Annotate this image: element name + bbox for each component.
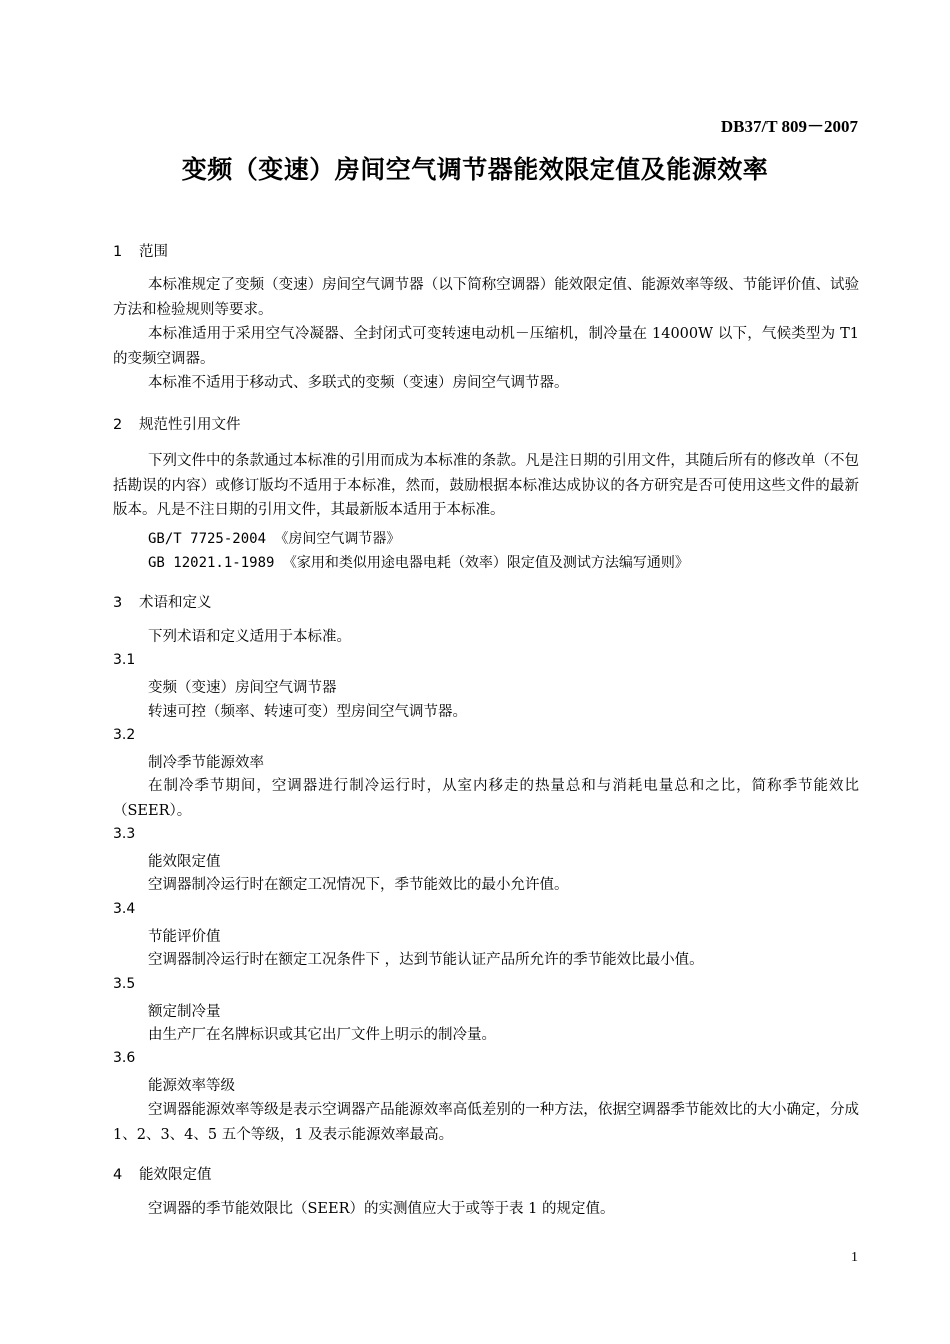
document-title: 变频（变速）房间空气调节器能效限定值及能源效率 [181, 155, 769, 184]
section-title: 术语和定义 [139, 595, 212, 611]
page-number: 1 [851, 1250, 858, 1265]
term-heading: 节能评价值 [148, 929, 221, 945]
clause-number: 3.2 [113, 727, 136, 743]
standard-number: DB37/T 809－2007 [720, 117, 858, 136]
section-1-heading [113, 240, 168, 261]
clause-number: 3.4 [113, 901, 136, 917]
paragraph: 下列文件中的条款通过本标准的引用而成为本标准的条款。凡是注日期的引用文件，其随后所有的修改单（不包括勘误的内容）或修订版均不适用于本标准，然而，鼓励根据本标准达成协议的各方研究是否可使用这些文件的最新版本。凡是不注日期的引用文件，其最新版本适用于本标准。 [113, 453, 859, 518]
term-definition: 空调器制冷运行时在额定工况条件下 ，达到节能认证产品所允许的季节能效比最小值。 [148, 952, 704, 968]
clause-number: 3.1 [113, 652, 136, 668]
section-number: 2 [113, 417, 123, 433]
term-heading: 制冷季节能源效率 [148, 755, 264, 771]
clause-number: 3.5 [113, 976, 136, 992]
section-2-heading [113, 413, 241, 434]
section-title: 规范性引用文件 [139, 417, 241, 433]
section-title: 范围 [139, 244, 168, 260]
term-definition: 空调器制冷运行时在额定工况情况下，季节能效比的最小允许值。 [148, 877, 569, 893]
reference-item: GB/T 7725-2004 《房间空气调节器》 [148, 531, 401, 547]
term-definition: 转速可控（频率、转速可变）型房间空气调节器。 [148, 704, 467, 720]
term-heading: 额定制冷量 [148, 1004, 221, 1020]
clause-number: 3.6 [113, 1050, 136, 1066]
term-definition: 空调器能源效率等级是表示空调器产品能源效率高低差别的一种方法，依据空调器季节能效比的大小确定，分成 1、2、3、4、5 五个等级，1 及表示能源效率最高。 [113, 1102, 859, 1143]
section-title: 能效限定值 [139, 1167, 212, 1183]
paragraph: 下列术语和定义适用于本标准。 [148, 629, 351, 645]
paragraph: 本标准适用于采用空气冷凝器、全封闭式可变转速电动机－压缩机，制冷量在 14000W 以下，气候类型为 T1 的变频空调器。 [113, 326, 859, 367]
paragraph: 空调器的季节能效限比（SEER）的实测值应大于或等于表 1 的规定值。 [148, 1201, 615, 1217]
paragraph: 本标准规定了变频（变速）房间空气调节器（以下简称空调器）能效限定值、能源效率等级、节能评价值、试验方法和检验规则等要求。 [113, 277, 859, 318]
term-definition: 由生产厂在名牌标识或其它出厂文件上明示的制冷量。 [148, 1027, 496, 1043]
section-number: 3 [113, 595, 123, 611]
clause-number: 3.3 [113, 826, 136, 842]
term-definition: 在制冷季节期间，空调器进行制冷运行时，从室内移走的热量总和与消耗电量总和之比，简称季节能效比（SEER）。 [113, 778, 859, 819]
section-3-heading [113, 591, 212, 612]
reference-item: GB 12021.1-1989 《家用和类似用途电器电耗（效率）限定值及测试方法编写通则》 [148, 555, 689, 571]
paragraph: 本标准不适用于移动式、多联式的变频（变速）房间空气调节器。 [148, 375, 569, 391]
term-heading: 变频（变速）房间空气调节器 [148, 680, 337, 696]
term-heading: 能效限定值 [148, 854, 221, 870]
section-number: 1 [113, 244, 123, 260]
term-heading: 能源效率等级 [148, 1078, 235, 1094]
section-4-heading [113, 1163, 212, 1184]
section-number: 4 [113, 1167, 123, 1183]
